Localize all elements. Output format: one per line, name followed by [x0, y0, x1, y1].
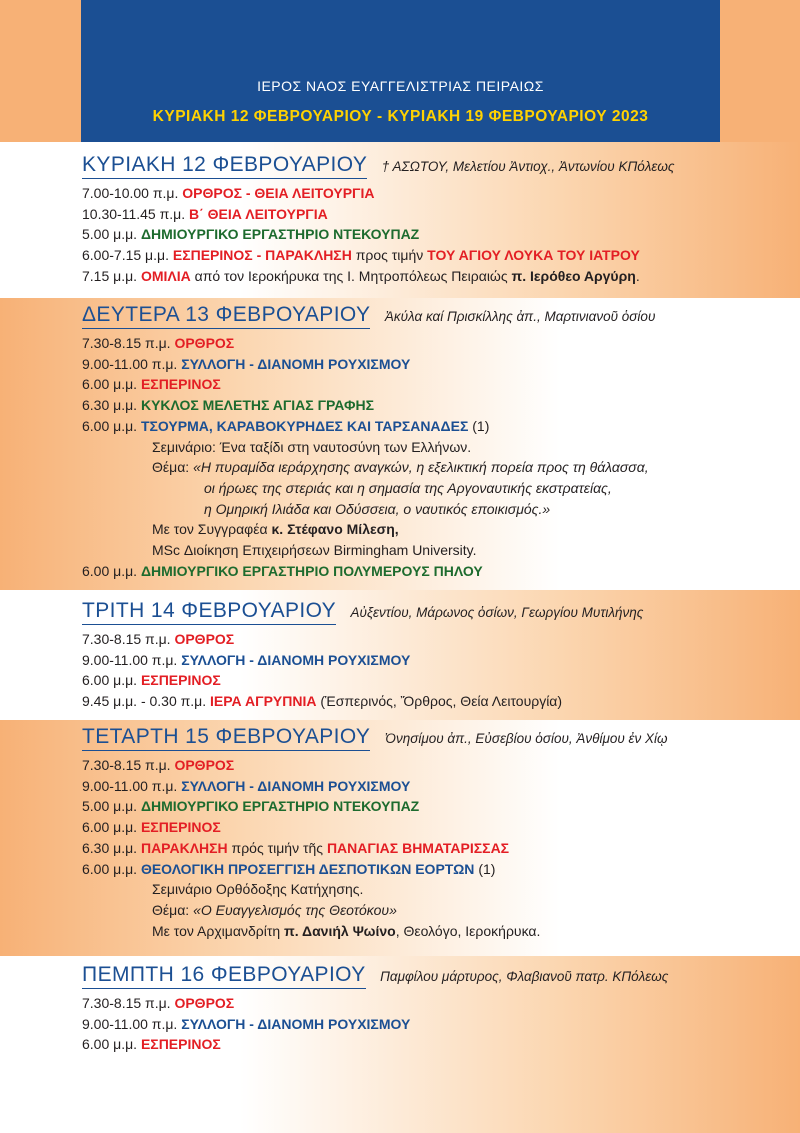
event-title: ΣΥΛΛΟΓΗ - ΔΙΑΝΟΜΗ ΡΟΥΧΙΣΜΟΥ	[181, 777, 411, 794]
event-time: 6.00 μ.μ.	[82, 672, 138, 689]
church-name: ΙΕΡΟΣ ΝΑΟΣ ΕΥΑΓΓΕΛΙΣΤΡΙΑΣ ΠΕΙΡΑΙΩΣ	[257, 78, 544, 94]
day-section-monday	[82, 303, 782, 581]
event-title: ΙΕΡΑ ΑΓΡΥΠΝΙΑ	[210, 693, 317, 710]
event-title: ΕΣΠΕΡΙΝΟΣ	[140, 1036, 221, 1053]
event-time: 6.00 μ.μ.	[82, 1036, 138, 1053]
event-time: 7.30-8.15 π.μ.	[82, 757, 171, 773]
event-time: 5.00 μ.μ.	[82, 798, 138, 815]
event-time: 5.00 μ.μ.	[82, 226, 138, 243]
event-row	[82, 776, 782, 797]
event-row	[82, 629, 782, 650]
event-time: 7.30-8.15 π.μ.	[82, 995, 171, 1011]
event-row	[82, 1014, 782, 1035]
day-header	[82, 725, 782, 755]
speaker-prefix: Με τον Αρχιμανδρίτη	[152, 922, 281, 939]
event-row	[82, 395, 782, 416]
event-honoree: ΠΑΝΑΓΙΑΣ ΒΗΜΑΤΑΡΙΣΣΑΣ	[326, 839, 510, 856]
event-row	[82, 224, 782, 245]
footnote-marker: (1)	[472, 417, 490, 434]
day-section-tuesday	[82, 599, 782, 712]
event-title: ΘΕΟΛΟΓΙΚΗ ΠΡΟΣΕΓΓΙΣΗ ΔΕΣΠΟΤΙΚΩΝ ΕΟΡΤΩΝ	[140, 860, 475, 877]
topic-text: «Η πυραμίδα ιεράρχησης αναγκών, η εξελικτική πορεία προς τη θάλασσα,	[193, 459, 649, 476]
day-header	[82, 963, 782, 993]
event-row	[82, 1034, 782, 1055]
day-saints: † ΑΣΩΤΟΥ, Μελετίου Ἀντιοχ., Ἀντωνίου ΚΠόλεως	[381, 159, 675, 174]
event-title: ΕΣΠΕΡΙΝΟΣ	[140, 376, 221, 393]
event-time: 7.30-8.15 π.μ.	[82, 631, 171, 647]
event-row	[82, 561, 782, 582]
event-row	[82, 374, 782, 395]
event-punct: .	[635, 267, 640, 284]
event-time: 6.00 μ.μ.	[82, 819, 138, 836]
event-row	[82, 354, 782, 375]
event-time: 9.00-11.00 π.μ.	[82, 355, 178, 372]
topic-label: Θέμα:	[152, 459, 190, 476]
day-title: ΚΥΡΙΑΚΗ 12 ΦΕΒΡΟΥΑΡΙΟΥ	[82, 153, 367, 179]
event-time: 9.45 μ.μ. - 0.30 π.μ.	[82, 693, 207, 710]
date-range: ΚΥΡΙΑΚΗ 12 ΦΕΒΡΟΥΑΡΙΟΥ - ΚΥΡΙΑΚΗ 19 ΦΕΒΡΟΥΑΡΙΟΥ 2023	[152, 108, 649, 125]
event-row	[82, 245, 782, 266]
event-title: ΣΥΛΛΟΓΗ - ΔΙΑΝΟΜΗ ΡΟΥΧΙΣΜΟΥ	[181, 651, 411, 668]
event-time: 6.00 μ.μ.	[82, 417, 138, 434]
event-row	[82, 416, 782, 437]
event-time: 7.30-8.15 π.μ.	[82, 335, 171, 351]
day-saints: Ἀκύλα καί Πρισκίλλης ἀπ., Μαρτινιανοῦ ὁσίου	[384, 309, 656, 324]
topic-label: Θέμα:	[152, 901, 190, 918]
day-title: ΤΡΙΤΗ 14 ΦΕΒΡΟΥΑΡΙΟΥ	[82, 599, 336, 625]
event-row	[82, 859, 782, 880]
event-row	[82, 755, 782, 776]
speaker-name: κ. Στέφανο Μίλεση,	[271, 521, 399, 538]
day-title: ΔΕΥΤΕΡΑ 13 ΦΕΒΡΟΥΑΡΙΟΥ	[82, 303, 370, 329]
seminar-topic	[82, 900, 782, 921]
speaker-credentials: MSc Διοίκηση Επιχειρήσεων Birmingham University.	[152, 542, 477, 559]
seminar-note: Σεμινάριο Ορθόδοξης Κατήχησης.	[152, 881, 364, 898]
day-section-thursday	[82, 963, 782, 1055]
day-section-wednesday	[82, 725, 782, 941]
event-title: ΔΗΜΙΟΥΡΓΙΚΟ ΕΡΓΑΣΤΗΡΙΟ ΝΤΕΚΟΥΠΑΖ	[140, 226, 420, 243]
event-row	[82, 650, 782, 671]
event-title: ΕΣΠΕΡΙΝΟΣ	[140, 819, 221, 836]
day-section-sunday	[82, 153, 782, 287]
event-title: ΟΡΘΡΟΣ - ΘΕΙΑ ΛΕΙΤΟΥΡΓΙΑ	[182, 185, 375, 201]
event-time: 9.00-11.00 π.μ.	[82, 1015, 178, 1032]
event-time: 6.00 μ.μ.	[82, 860, 138, 877]
event-title: ΠΑΡΑΚΛΗΣΗ	[140, 839, 228, 856]
event-title: ΟΡΘΡΟΣ	[174, 995, 235, 1011]
day-header	[82, 599, 782, 629]
seminar-speaker	[82, 519, 782, 540]
event-title: ΤΣΟΥΡΜΑ, ΚΑΡΑΒΟΚΥΡΗΔΕΣ ΚΑΙ ΤΑΡΣΑΝΑΔΕΣ	[140, 417, 469, 434]
day-title: ΤΕΤΑΡΤΗ 15 ΦΕΒΡΟΥΑΡΙΟΥ	[82, 725, 370, 751]
day-header	[82, 153, 782, 183]
event-title: ΕΣΠΕΡΙΝΟΣ	[140, 672, 221, 689]
topic-text: οι ήρωες της στεριάς και η σημασία της Αργοναυτικής εκστρατείας,	[204, 479, 612, 496]
event-text: (Ἑσπερινός, Ὄρθρος, Θεία Λειτουργία)	[320, 693, 563, 710]
event-row	[82, 670, 782, 691]
day-saints: Αὐξεντίου, Μάρωνος ὁσίων, Γεωργίου Μυτιλήνης	[350, 605, 644, 620]
seminar-topic-cont	[82, 478, 782, 499]
speaker-credentials: , Θεολόγο, Ιεροκήρυκα.	[395, 922, 541, 939]
event-row	[82, 817, 782, 838]
event-title: ΣΥΛΛΟΓΗ - ΔΙΑΝΟΜΗ ΡΟΥΧΙΣΜΟΥ	[181, 355, 411, 372]
seminar-speaker	[82, 921, 782, 942]
event-title: ΟΜΙΛΙΑ	[140, 267, 191, 284]
header-banner	[81, 0, 720, 142]
event-row	[82, 266, 782, 287]
event-row	[82, 204, 782, 225]
event-title: ΔΗΜΙΟΥΡΓΙΚΟ ΕΡΓΑΣΤΗΡΙΟ ΠΟΛΥΜΕΡΟΥΣ ΠΗΛΟΥ	[140, 562, 483, 579]
event-row	[82, 183, 782, 204]
seminar-note: Σεμινάριο: Ένα ταξίδι στη ναυτοσύνη των Ελλήνων.	[152, 438, 472, 455]
event-title: ΟΡΘΡΟΣ	[174, 631, 235, 647]
event-title: ΕΣΠΕΡΙΝΟΣ - ΠΑΡΑΚΛΗΣΗ	[172, 247, 352, 264]
event-time: 7.00-10.00 π.μ.	[82, 185, 179, 201]
event-time: 9.00-11.00 π.μ.	[82, 651, 178, 668]
event-honoree: ΤΟΥ ΑΓΙΟΥ ΛΟΥΚΑ ΤΟΥ ΙΑΤΡΟΥ	[427, 247, 640, 264]
day-saints: Παμφίλου μάρτυρος, Φλαβιανοῦ πατρ. ΚΠόλεως	[380, 969, 669, 984]
event-row	[82, 691, 782, 712]
event-title: ΟΡΘΡΟΣ	[174, 757, 235, 773]
speaker-name: π. Δανιήλ Ψωίνο	[284, 922, 396, 939]
event-time: 6.00 μ.μ.	[82, 562, 138, 579]
day-saints: Ὀνησίμου ἀπ., Εὐσεβίου ὁσίου, Ἀνθίμου ἐν Χίῳ	[384, 731, 668, 746]
event-row	[82, 993, 782, 1014]
topic-text: η Ομηρική Ιλιάδα και Οδύσσεια, ο ναυτικός εποικισμός.»	[204, 500, 551, 517]
event-text: από τον Ιεροκήρυκα της Ι. Μητροπόλεως Πειραιώς	[194, 267, 508, 284]
event-title: ΟΡΘΡΟΣ	[174, 335, 235, 351]
footnote-marker: (1)	[478, 860, 496, 877]
seminar-topic-cont	[82, 499, 782, 520]
event-text: πρός τιμήν τῆς	[231, 839, 324, 856]
event-time: 9.00-11.00 π.μ.	[82, 777, 178, 794]
day-header	[82, 303, 782, 333]
event-title: ΔΗΜΙΟΥΡΓΙΚΟ ΕΡΓΑΣΤΗΡΙΟ ΝΤΕΚΟΥΠΑΖ	[140, 798, 420, 815]
event-row	[82, 333, 782, 354]
event-time: 6.30 μ.μ.	[82, 397, 138, 414]
event-title: Β΄ ΘΕΙΑ ΛΕΙΤΟΥΡΓΙΑ	[188, 205, 328, 222]
seminar-topic	[82, 457, 782, 478]
speaker-prefix: Με τον Συγγραφέα	[152, 521, 268, 538]
event-time: 6.00-7.15 μ.μ.	[82, 247, 169, 264]
event-time: 6.30 μ.μ.	[82, 839, 138, 856]
event-speaker: π. Ιερόθεο Αργύρη	[511, 267, 636, 284]
event-row	[82, 838, 782, 859]
event-row	[82, 796, 782, 817]
topic-text: «Ο Ευαγγελισμός της Θεοτόκου»	[193, 901, 397, 918]
event-time: 7.15 μ.μ.	[82, 267, 138, 284]
event-title: ΚΥΚΛΟΣ ΜΕΛΕΤΗΣ ΑΓΙΑΣ ΓΡΑΦΗΣ	[140, 397, 375, 414]
event-title: ΣΥΛΛΟΓΗ - ΔΙΑΝΟΜΗ ΡΟΥΧΙΣΜΟΥ	[181, 1015, 411, 1032]
event-time: 10.30-11.45 π.μ.	[82, 205, 186, 222]
event-time: 6.00 μ.μ.	[82, 376, 138, 393]
day-title: ΠΕΜΠΤΗ 16 ΦΕΒΡΟΥΑΡΙΟΥ	[82, 963, 366, 989]
event-text: προς τιμήν	[355, 247, 424, 264]
